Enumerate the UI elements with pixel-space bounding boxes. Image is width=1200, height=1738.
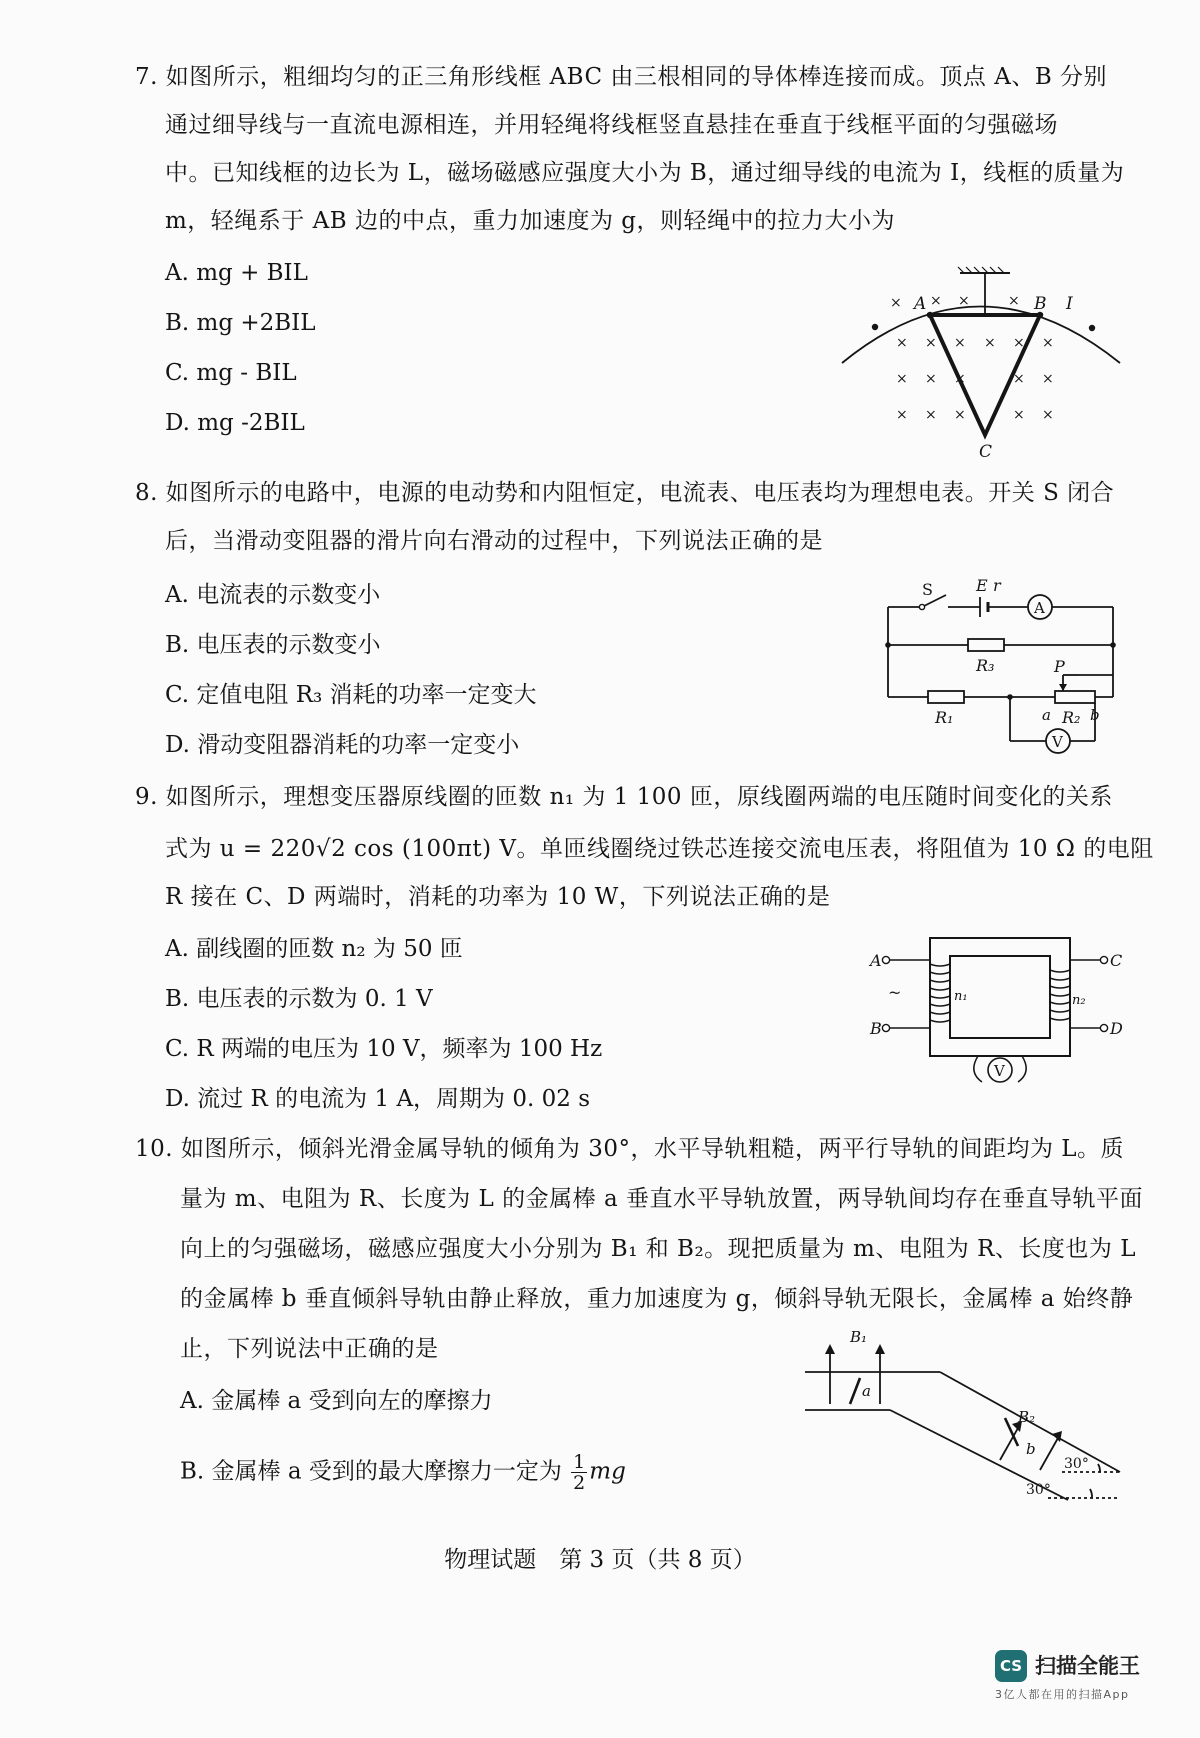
- q8-label-slider-p: P: [1054, 657, 1065, 676]
- q10-label-rod-a: a: [862, 1382, 871, 1400]
- q8-option-b: B. 电压表的示数变小: [165, 632, 381, 658]
- q8-line-2: 后，当滑动变阻器的滑片向右滑动的过程中，下列说法正确的是: [165, 528, 823, 554]
- q7-option-c: C. mg - BIL: [165, 360, 297, 386]
- q7-figure-triangle-frame: [830, 265, 1130, 465]
- q10-option-b-text: B. 金属棒 a 受到的最大摩擦力一定为: [180, 1458, 562, 1485]
- q10-label-b2: B₂: [1018, 1408, 1036, 1426]
- q8-option-a: A. 电流表的示数变小: [165, 582, 381, 608]
- svg-text:×: ×: [984, 335, 996, 351]
- svg-text:×: ×: [1013, 335, 1025, 351]
- q8-label-r1: R₁: [935, 708, 954, 727]
- svg-text:×: ×: [890, 295, 902, 311]
- svg-text:×: ×: [954, 335, 966, 351]
- cs-logo-icon: CS: [995, 1650, 1027, 1682]
- q10-angle-lower: 30°: [1026, 1482, 1051, 1498]
- svg-text:×: ×: [1008, 293, 1020, 309]
- q10-fraction-suffix: mg: [589, 1458, 626, 1485]
- svg-text:×: ×: [954, 407, 966, 423]
- q9-voltmeter-icon: V: [994, 1062, 1005, 1080]
- svg-text:×: ×: [954, 371, 966, 387]
- q8-option-c: C. 定值电阻 R₃ 消耗的功率一定变大: [165, 682, 537, 708]
- svg-text:×: ×: [1013, 371, 1025, 387]
- svg-text:×: ×: [896, 407, 908, 423]
- q7-line-3: 中。已知线框的边长为 L，磁场磁感应强度大小为 B，通过细导线的电流为 I，线框的质量为: [165, 160, 1125, 186]
- q9-option-a: A. 副线圈的匝数 n₂ 为 50 匝: [165, 936, 463, 962]
- watermark-tagline: 3亿人都在用的扫描App: [995, 1688, 1130, 1701]
- q10-line-4: 的金属棒 b 垂直倾斜导轨由静止释放，重力加速度为 g，倾斜导轨无限长，金属棒 a 始终静: [180, 1286, 1134, 1312]
- q10-line-5: 止，下列说法中正确的是: [180, 1336, 439, 1362]
- svg-text:×: ×: [958, 293, 970, 309]
- q7-line-1: 7. 如图所示，粗细均匀的正三角形线框 ABC 由三根相同的导体棒连接而成。顶点 A、B 分别: [135, 64, 1108, 90]
- q9-label-a: A: [870, 951, 882, 970]
- q9-option-c: C. R 两端的电压为 10 V，频率为 100 Hz: [165, 1036, 603, 1062]
- svg-text:×: ×: [925, 335, 937, 351]
- q8-label-r3: R₃: [976, 656, 995, 675]
- svg-text:×: ×: [896, 335, 908, 351]
- q7-line-4: m，轻绳系于 AB 边的中点，重力加速度为 g，则轻绳中的拉力大小为: [165, 208, 895, 234]
- q10-angle-upper: 30°: [1064, 1456, 1089, 1472]
- q9-option-b: B. 电压表的示数为 0. 1 V: [165, 986, 433, 1012]
- q10-option-b-fraction: [571, 1452, 587, 1493]
- q7-option-b: B. mg +2BIL: [165, 310, 316, 336]
- scanner-watermark: [995, 1648, 1185, 1708]
- q8-label-end-a: a: [1042, 706, 1051, 724]
- q9-line-3: R 接在 C、D 两端时，消耗的功率为 10 W，下列说法正确的是: [165, 884, 831, 910]
- q9-line-1: 9. 如图所示，理想变压器原线圈的匝数 n₁ 为 1 100 匝，原线圈两端的电压随时间变化的关系: [135, 784, 1113, 810]
- svg-text:×: ×: [925, 371, 937, 387]
- q10-fraction-numerator: 1: [573, 1451, 586, 1473]
- q10-line-3: 向上的匀强磁场，磁感应强度大小分别为 B₁ 和 B₂。现把质量为 m、电阻为 R、长度也为 L: [180, 1236, 1137, 1262]
- q9-label-n1: n₁: [954, 989, 968, 1004]
- q10-fraction-denominator: 2: [573, 1472, 586, 1494]
- q7-option-d: D. mg -2BIL: [165, 410, 305, 436]
- q8-figure-circuit: [880, 575, 1125, 765]
- q8-label-internal-r: r: [993, 576, 1001, 595]
- q7-label-current: I: [1066, 294, 1073, 314]
- q8-label-switch: S: [922, 580, 933, 599]
- q8-ammeter-icon: A: [1034, 599, 1045, 617]
- q9-label-n2: n₂: [1072, 993, 1086, 1008]
- svg-text:×: ×: [896, 371, 908, 387]
- q10-line-2: 量为 m、电阻为 R、长度为 L 的金属棒 a 垂直水平导轨放置，两导轨间均存在垂直导轨平面: [180, 1186, 1143, 1212]
- q9-label-b: B: [870, 1019, 882, 1038]
- svg-text:×: ×: [930, 293, 942, 309]
- q10-option-b: [180, 1452, 626, 1493]
- q8-option-d: D. 滑动变阻器消耗的功率一定变小: [165, 732, 520, 758]
- q10-option-a: A. 金属棒 a 受到向左的摩擦力: [180, 1388, 493, 1414]
- q10-label-rod-b: b: [1026, 1440, 1036, 1458]
- watermark-app-name: 扫描全能王: [1035, 1654, 1140, 1678]
- svg-text:×: ×: [1042, 407, 1054, 423]
- q7-option-a: A. mg + BIL: [165, 260, 308, 286]
- q9-label-c: C: [1110, 951, 1123, 970]
- svg-text:×: ×: [1042, 371, 1054, 387]
- q9-ac-symbol: ~: [888, 983, 902, 1002]
- q7-label-c: C: [979, 442, 993, 462]
- q7-label-b: B: [1034, 294, 1047, 314]
- q10-figure-rails: [800, 1330, 1130, 1510]
- q9-figure-transformer: [870, 930, 1123, 1090]
- q8-line-1: 8. 如图所示的电路中，电源的电动势和内阻恒定，电流表、电压表均为理想电表。开关 S 闭合: [135, 480, 1115, 506]
- svg-text:×: ×: [925, 407, 937, 423]
- page-footer: 物理试题 第 3 页（共 8 页）: [444, 1547, 756, 1573]
- svg-text:×: ×: [1013, 407, 1025, 423]
- q8-label-end-b: b: [1090, 706, 1100, 724]
- q8-voltmeter-icon: V: [1052, 733, 1063, 751]
- q7-line-2: 通过细导线与一直流电源相连，并用轻绳将线框竖直悬挂在垂直于线框平面的匀强磁场: [165, 112, 1058, 138]
- q10-label-b1: B₁: [850, 1328, 868, 1346]
- q8-label-r2: R₂: [1062, 708, 1081, 727]
- q8-label-emf: E: [976, 576, 988, 595]
- q9-line-2: 式为 u = 220√2 cos (100πt) V。单匝线圈绕过铁芯连接交流电压表，将阻值为 10 Ω 的电阻: [165, 836, 1154, 862]
- svg-text:×: ×: [1042, 335, 1054, 351]
- q7-label-a: A: [914, 294, 927, 314]
- q10-line-1: 10. 如图所示，倾斜光滑金属导轨的倾角为 30°，水平导轨粗糙，两平行导轨的间距均为 L。质: [135, 1136, 1125, 1162]
- q9-option-d: D. 流过 R 的电流为 1 A，周期为 0. 02 s: [165, 1086, 590, 1112]
- q9-label-d: D: [1110, 1019, 1123, 1038]
